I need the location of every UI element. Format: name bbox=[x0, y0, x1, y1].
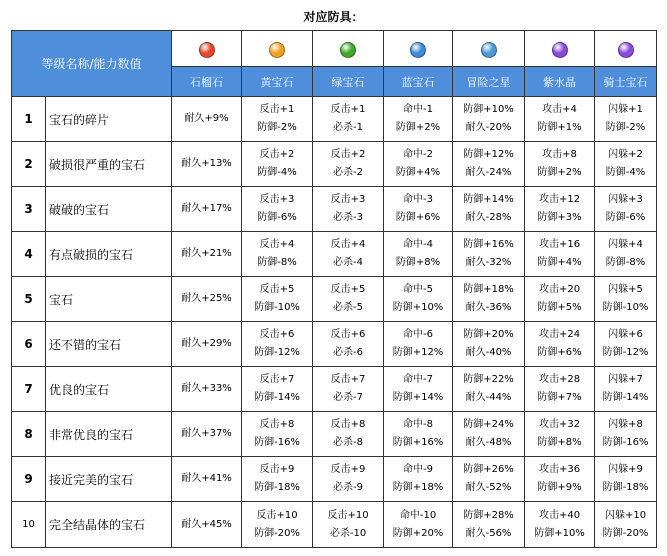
gem-level-name: 破破的宝石 bbox=[46, 187, 172, 232]
stat-value: 反击+5 bbox=[259, 284, 295, 295]
stat-value: 防御-4% bbox=[257, 167, 297, 178]
stat-value: 必杀-3 bbox=[333, 212, 363, 223]
stat-value: 耐久+29% bbox=[181, 338, 232, 349]
stat-value: 反击+4 bbox=[259, 239, 295, 250]
stat-cell bbox=[525, 367, 595, 412]
gem-level-name: 完全结晶体的宝石 bbox=[46, 502, 172, 548]
stat-value: 攻击+8 bbox=[542, 149, 577, 160]
stat-cell bbox=[313, 97, 384, 142]
stat-value: 防御+6% bbox=[537, 347, 582, 358]
gem-orb-cell bbox=[453, 31, 525, 67]
stat-cell bbox=[525, 232, 595, 277]
stat-cell bbox=[313, 412, 384, 457]
stat-value: 反击+3 bbox=[330, 194, 366, 205]
stat-cell bbox=[595, 277, 657, 322]
stat-value: 耐久+41% bbox=[181, 473, 232, 484]
stat-value: 反击+1 bbox=[259, 104, 295, 115]
stat-value: 防御+14% bbox=[463, 194, 514, 205]
stat-cell bbox=[313, 322, 384, 367]
table-row bbox=[12, 502, 657, 548]
stat-value: 命中-9 bbox=[403, 464, 433, 475]
stat-value: 反击+9 bbox=[259, 464, 295, 475]
table-row bbox=[12, 187, 657, 232]
stat-value: 闪躲+5 bbox=[608, 284, 643, 295]
stat-cell bbox=[242, 457, 313, 502]
table-row bbox=[12, 457, 657, 502]
stat-cell bbox=[595, 412, 657, 457]
table-row bbox=[12, 232, 657, 277]
stat-value: 防御+26% bbox=[463, 464, 514, 475]
stat-value: 命中-7 bbox=[403, 374, 433, 385]
stat-value: 防御-8% bbox=[257, 257, 297, 268]
stat-cell bbox=[595, 322, 657, 367]
stat-cell bbox=[595, 232, 657, 277]
stat-value: 必杀-1 bbox=[333, 122, 363, 133]
stat-cell bbox=[525, 142, 595, 187]
stat-value: 反击+4 bbox=[330, 239, 366, 250]
stat-value: 命中-3 bbox=[403, 194, 433, 205]
stat-value: 防御-6% bbox=[605, 212, 646, 223]
stat-value: 命中-10 bbox=[399, 509, 437, 521]
stat-cell bbox=[242, 187, 313, 232]
stat-value: 耐久-48% bbox=[465, 437, 512, 448]
stat-cell bbox=[453, 142, 525, 187]
stat-value: 防御+2% bbox=[395, 122, 441, 133]
stat-value: 反击+6 bbox=[259, 329, 295, 340]
stat-value: 防御-2% bbox=[257, 122, 297, 133]
stat-value: 防御+3% bbox=[537, 212, 582, 223]
stat-value: 反击+2 bbox=[259, 149, 295, 160]
gem-level-name: 破损很严重的宝石 bbox=[46, 142, 172, 187]
stat-value: 耐久+17% bbox=[181, 203, 232, 214]
stat-cell bbox=[525, 187, 595, 232]
stat-value: 闪躲+8 bbox=[608, 419, 643, 430]
stat-cell bbox=[313, 142, 384, 187]
stat-value: 耐久+25% bbox=[181, 293, 232, 304]
stat-cell bbox=[453, 412, 525, 457]
stat-value: 防御+9% bbox=[537, 482, 582, 493]
stat-cell bbox=[384, 277, 453, 322]
stat-cell bbox=[595, 97, 657, 142]
stat-value: 耐久-56% bbox=[465, 527, 512, 539]
stat-value: 防御-4% bbox=[605, 167, 646, 178]
gem-level-name: 有点破损的宝石 bbox=[46, 232, 172, 277]
stat-value: 命中-6 bbox=[403, 329, 433, 340]
table-row bbox=[12, 142, 657, 187]
stat-value: 必杀-8 bbox=[333, 437, 363, 448]
stat-value: 防御+8% bbox=[537, 437, 582, 448]
row-number: 4 bbox=[12, 232, 46, 277]
stat-value: 必杀-10 bbox=[329, 527, 367, 539]
stat-cell bbox=[595, 367, 657, 412]
stat-cell bbox=[172, 322, 242, 367]
stat-value: 耐久+9% bbox=[184, 113, 229, 124]
blue-orb-icon bbox=[481, 42, 497, 58]
stat-value: 防御-18% bbox=[602, 482, 649, 493]
stat-value: 反击+5 bbox=[330, 284, 366, 295]
stat-value: 攻击+4 bbox=[542, 104, 577, 115]
row-number: 2 bbox=[12, 142, 46, 187]
table-row bbox=[12, 277, 657, 322]
stat-value: 防御-12% bbox=[602, 347, 649, 358]
stat-cell bbox=[313, 367, 384, 412]
stat-value: 防御+2% bbox=[537, 167, 582, 178]
blue-orb-icon bbox=[410, 42, 426, 58]
stat-cell bbox=[384, 97, 453, 142]
stat-value: 命中-4 bbox=[403, 239, 433, 250]
stat-value: 攻击+20 bbox=[538, 284, 581, 295]
stat-cell bbox=[313, 502, 384, 548]
table-body bbox=[12, 97, 657, 548]
stat-value: 耐久+13% bbox=[181, 158, 232, 169]
stat-cell bbox=[242, 232, 313, 277]
stat-value: 防御+10% bbox=[534, 527, 585, 539]
gem-level-name: 宝石 bbox=[46, 277, 172, 322]
row-number: 9 bbox=[12, 457, 46, 502]
red-orb-icon bbox=[199, 42, 215, 58]
stat-value: 防御-10% bbox=[602, 302, 649, 313]
stat-value: 防御+12% bbox=[463, 149, 514, 160]
stat-value: 必杀-4 bbox=[333, 257, 363, 268]
stat-value: 防御-14% bbox=[254, 392, 300, 403]
stat-value: 闪躲+1 bbox=[608, 104, 643, 115]
purple-orb-icon bbox=[552, 42, 568, 58]
gem-orb-cell bbox=[384, 31, 453, 67]
gem-stats-table bbox=[11, 30, 657, 548]
gem-orb-cell bbox=[313, 31, 384, 67]
gem-level-name: 接近完美的宝石 bbox=[46, 457, 172, 502]
stat-value: 防御+12% bbox=[392, 347, 444, 358]
stat-value: 防御+10% bbox=[463, 104, 514, 115]
stat-value: 攻击+28 bbox=[538, 374, 581, 385]
stat-cell bbox=[595, 187, 657, 232]
stat-value: 防御+6% bbox=[395, 212, 441, 223]
stat-value: 耐久-32% bbox=[465, 257, 512, 268]
stat-value: 攻击+32 bbox=[538, 419, 581, 430]
stat-value: 防御+7% bbox=[537, 392, 582, 403]
stat-value: 闪躲+10 bbox=[604, 509, 647, 521]
stat-value: 闪躲+7 bbox=[608, 374, 643, 385]
stat-value: 命中-8 bbox=[403, 419, 433, 430]
stat-value: 防御+24% bbox=[463, 419, 514, 430]
stat-cell bbox=[384, 322, 453, 367]
gem-level-name: 非常优良的宝石 bbox=[46, 412, 172, 457]
table-row bbox=[12, 322, 657, 367]
stat-value: 必杀-2 bbox=[333, 167, 363, 178]
row-number: 7 bbox=[12, 367, 46, 412]
stat-cell bbox=[242, 277, 313, 322]
stat-value: 反击+9 bbox=[330, 464, 366, 475]
stat-value: 防御-16% bbox=[254, 437, 300, 448]
stat-cell bbox=[172, 97, 242, 142]
stat-value: 耐久+21% bbox=[181, 248, 232, 259]
stat-value: 反击+10 bbox=[256, 509, 298, 521]
stat-value: 防御+18% bbox=[463, 284, 514, 295]
stat-cell bbox=[313, 232, 384, 277]
gem-name-header: 冒险之星 bbox=[453, 67, 525, 97]
stat-value: 必杀-7 bbox=[333, 392, 363, 403]
stat-value: 耐久-20% bbox=[465, 122, 512, 133]
stat-value: 防御+28% bbox=[463, 509, 514, 521]
stat-cell bbox=[453, 502, 525, 548]
stat-cell bbox=[242, 412, 313, 457]
yellow-orb-icon bbox=[269, 42, 285, 58]
stat-value: 闪躲+6 bbox=[608, 329, 643, 340]
gem-orb-cell bbox=[525, 31, 595, 67]
stat-value: 反击+2 bbox=[330, 149, 366, 160]
gem-name-header: 石榴石 bbox=[172, 67, 242, 97]
table-row bbox=[12, 97, 657, 142]
stat-cell bbox=[384, 412, 453, 457]
row-number: 8 bbox=[12, 412, 46, 457]
stat-value: 攻击+12 bbox=[538, 194, 581, 205]
stat-cell bbox=[453, 367, 525, 412]
stat-value: 耐久-28% bbox=[465, 212, 512, 223]
stat-cell bbox=[453, 187, 525, 232]
gem-name-header: 绿宝石 bbox=[313, 67, 384, 97]
stat-cell bbox=[384, 187, 453, 232]
stat-value: 反击+6 bbox=[330, 329, 366, 340]
stat-value: 耐久+45% bbox=[181, 518, 232, 530]
stat-value: 反击+8 bbox=[330, 419, 366, 430]
stat-cell bbox=[453, 232, 525, 277]
stat-cell bbox=[595, 502, 657, 548]
stat-cell bbox=[242, 97, 313, 142]
stat-cell bbox=[384, 457, 453, 502]
table-row bbox=[12, 367, 657, 412]
stat-value: 防御-18% bbox=[254, 482, 300, 493]
stat-value: 闪躲+2 bbox=[608, 149, 643, 160]
stat-cell bbox=[595, 457, 657, 502]
stat-cell bbox=[453, 457, 525, 502]
stat-value: 防御-8% bbox=[605, 257, 646, 268]
stat-value: 闪躲+3 bbox=[608, 194, 643, 205]
stat-cell bbox=[525, 322, 595, 367]
stat-cell bbox=[525, 412, 595, 457]
row-number: 6 bbox=[12, 322, 46, 367]
stat-value: 防御-14% bbox=[602, 392, 649, 403]
row-number: 5 bbox=[12, 277, 46, 322]
stat-cell bbox=[525, 502, 595, 548]
stat-value: 防御+18% bbox=[392, 482, 444, 493]
stat-cell bbox=[242, 322, 313, 367]
row-number: 1 bbox=[12, 97, 46, 142]
stat-cell bbox=[313, 457, 384, 502]
stat-value: 防御+4% bbox=[395, 167, 441, 178]
gem-level-name: 优良的宝石 bbox=[46, 367, 172, 412]
stat-cell bbox=[525, 457, 595, 502]
stat-value: 耐久+37% bbox=[181, 428, 232, 439]
stat-value: 防御+14% bbox=[392, 392, 444, 403]
stat-cell bbox=[172, 502, 242, 548]
stat-value: 反击+8 bbox=[259, 419, 295, 430]
stat-cell bbox=[242, 502, 313, 548]
stat-value: 必杀-9 bbox=[333, 482, 363, 493]
stat-value: 防御+5% bbox=[537, 302, 582, 313]
gem-orb-cell bbox=[242, 31, 313, 67]
stat-value: 防御-2% bbox=[605, 122, 646, 133]
stat-value: 必杀-6 bbox=[333, 347, 363, 358]
stat-value: 防御+1% bbox=[537, 122, 582, 133]
stat-value: 防御-20% bbox=[254, 527, 300, 539]
stat-cell bbox=[172, 232, 242, 277]
green-orb-icon bbox=[340, 42, 356, 58]
page-title: 对应防具： bbox=[303, 10, 364, 24]
gem-orb-cell bbox=[172, 31, 242, 67]
stat-cell bbox=[172, 187, 242, 232]
stat-value: 耐久+33% bbox=[181, 383, 232, 394]
stat-value: 耐久-52% bbox=[465, 482, 512, 493]
stat-cell bbox=[525, 277, 595, 322]
stat-cell bbox=[453, 97, 525, 142]
header-orb-row bbox=[12, 31, 657, 67]
stat-value: 防御+22% bbox=[463, 374, 514, 385]
stat-value: 防御+10% bbox=[392, 302, 444, 313]
stat-value: 防御-20% bbox=[602, 527, 649, 539]
stat-cell bbox=[384, 142, 453, 187]
gem-name-header: 蓝宝石 bbox=[384, 67, 453, 97]
stat-value: 防御+20% bbox=[463, 329, 514, 340]
gem-level-name: 宝石的碎片 bbox=[46, 97, 172, 142]
stat-value: 攻击+24 bbox=[538, 329, 581, 340]
stat-cell bbox=[453, 277, 525, 322]
stat-cell bbox=[384, 232, 453, 277]
stat-value: 反击+7 bbox=[330, 374, 366, 385]
row-number: 3 bbox=[12, 187, 46, 232]
stat-value: 命中-5 bbox=[403, 284, 433, 295]
gem-name-header: 黄宝石 bbox=[242, 67, 313, 97]
stat-value: 防御+8% bbox=[395, 257, 441, 268]
stat-value: 攻击+40 bbox=[538, 509, 581, 521]
stat-value: 防御+4% bbox=[537, 257, 582, 268]
gem-name-header: 骑士宝石 bbox=[595, 67, 657, 97]
purple-orb-icon bbox=[618, 42, 634, 58]
stat-cell bbox=[172, 367, 242, 412]
row-number: 10 bbox=[12, 502, 46, 548]
stat-value: 闪躲+4 bbox=[608, 239, 643, 250]
stat-value: 耐久-36% bbox=[465, 302, 512, 313]
gem-orb-cell bbox=[595, 31, 657, 67]
stat-cell bbox=[453, 322, 525, 367]
stat-value: 反击+10 bbox=[327, 509, 369, 521]
gem-name-header: 紫水晶 bbox=[525, 67, 595, 97]
stat-value: 防御+16% bbox=[392, 437, 444, 448]
stat-value: 命中-2 bbox=[403, 149, 433, 160]
stat-cell bbox=[384, 502, 453, 548]
stat-cell bbox=[172, 412, 242, 457]
stat-cell bbox=[172, 457, 242, 502]
stat-cell bbox=[384, 367, 453, 412]
stat-cell bbox=[172, 277, 242, 322]
table-row bbox=[12, 412, 657, 457]
stat-cell bbox=[172, 142, 242, 187]
header-level-name: 等级名称/能力数值 bbox=[12, 31, 172, 97]
stat-value: 耐久-44% bbox=[465, 392, 512, 403]
stat-value: 反击+7 bbox=[259, 374, 295, 385]
stat-value: 防御+20% bbox=[392, 527, 444, 539]
stat-value: 防御+16% bbox=[463, 239, 514, 250]
stat-value: 防御-10% bbox=[254, 302, 300, 313]
stat-value: 必杀-5 bbox=[333, 302, 363, 313]
stat-value: 防御-6% bbox=[257, 212, 297, 223]
stat-value: 防御-12% bbox=[254, 347, 300, 358]
stat-value: 攻击+36 bbox=[538, 464, 581, 475]
stat-value: 反击+3 bbox=[259, 194, 295, 205]
gem-level-name: 还不错的宝石 bbox=[46, 322, 172, 367]
stat-cell bbox=[595, 142, 657, 187]
stat-value: 闪躲+9 bbox=[608, 464, 643, 475]
stat-cell bbox=[313, 277, 384, 322]
stat-cell bbox=[242, 367, 313, 412]
stat-cell bbox=[525, 97, 595, 142]
stat-value: 攻击+16 bbox=[538, 239, 581, 250]
stat-cell bbox=[242, 142, 313, 187]
stat-value: 耐久-40% bbox=[465, 347, 512, 358]
stat-cell bbox=[313, 187, 384, 232]
stat-value: 反击+1 bbox=[330, 104, 366, 115]
stat-value: 命中-1 bbox=[403, 104, 433, 115]
stat-value: 防御-16% bbox=[602, 437, 649, 448]
stat-value: 耐久-24% bbox=[465, 167, 512, 178]
